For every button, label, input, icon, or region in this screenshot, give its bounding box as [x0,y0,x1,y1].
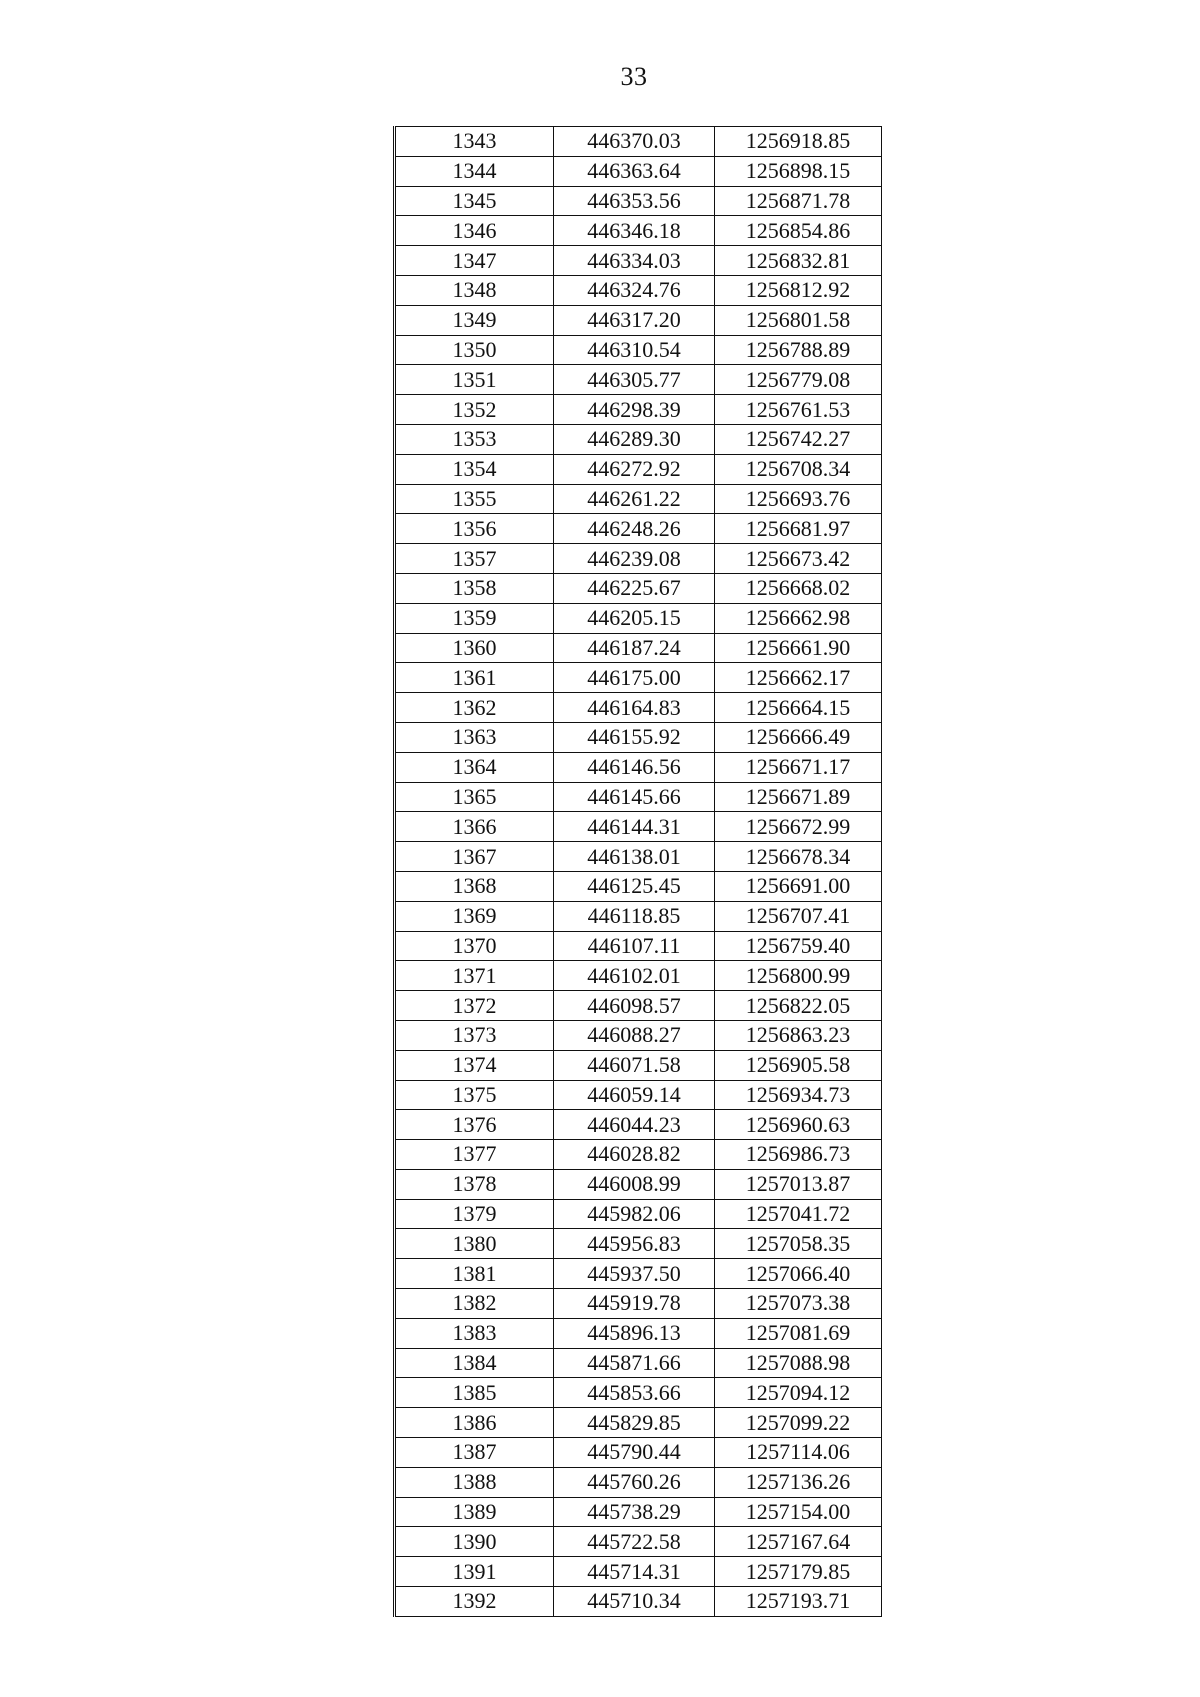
point-number-cell: 1361 [395,663,554,693]
point-number-cell: 1364 [395,752,554,782]
y-coordinate-cell: 1256871.78 [715,186,882,216]
y-coordinate-cell: 1256673.42 [715,544,882,574]
table-row [395,216,882,246]
x-coordinate-cell: 446008.99 [554,1169,715,1199]
table-row [395,1587,882,1617]
y-coordinate-cell: 1256934.73 [715,1080,882,1110]
table-row [395,842,882,872]
y-coordinate-cell: 1256742.27 [715,424,882,454]
x-coordinate-cell: 446305.77 [554,365,715,395]
y-coordinate-cell: 1256759.40 [715,931,882,961]
point-number-cell: 1392 [395,1587,554,1617]
y-coordinate-cell: 1257088.98 [715,1348,882,1378]
y-coordinate-cell: 1257193.71 [715,1587,882,1617]
y-coordinate-cell: 1256666.49 [715,722,882,752]
point-number-cell: 1359 [395,603,554,633]
point-number-cell: 1387 [395,1438,554,1468]
y-coordinate-cell: 1257099.22 [715,1408,882,1438]
x-coordinate-cell: 446261.22 [554,484,715,514]
x-coordinate-cell: 446145.66 [554,782,715,812]
table-row [395,335,882,365]
x-coordinate-cell: 446272.92 [554,454,715,484]
point-number-cell: 1391 [395,1557,554,1587]
point-number-cell: 1353 [395,424,554,454]
table-row [395,1110,882,1140]
x-coordinate-cell: 446028.82 [554,1140,715,1170]
y-coordinate-cell: 1256672.99 [715,812,882,842]
point-number-cell: 1358 [395,573,554,603]
x-coordinate-cell: 445829.85 [554,1408,715,1438]
coordinates-table-body [395,127,882,1617]
table-row [395,514,882,544]
point-number-cell: 1352 [395,395,554,425]
point-number-cell: 1357 [395,544,554,574]
point-number-cell: 1343 [395,127,554,157]
point-number-cell: 1372 [395,991,554,1021]
table-row [395,1527,882,1557]
y-coordinate-cell: 1256681.97 [715,514,882,544]
x-coordinate-cell: 446353.56 [554,186,715,216]
x-coordinate-cell: 446187.24 [554,633,715,663]
y-coordinate-cell: 1256960.63 [715,1110,882,1140]
table-row [395,871,882,901]
point-number-cell: 1377 [395,1140,554,1170]
x-coordinate-cell: 446059.14 [554,1080,715,1110]
table-row [395,246,882,276]
coordinates-table [393,126,882,1617]
table-row [395,1318,882,1348]
x-coordinate-cell: 445982.06 [554,1199,715,1229]
point-number-cell: 1378 [395,1169,554,1199]
table-row [395,1348,882,1378]
table-row [395,961,882,991]
table-row [395,127,882,157]
y-coordinate-cell: 1257013.87 [715,1169,882,1199]
y-coordinate-cell: 1256707.41 [715,901,882,931]
table-row [395,1378,882,1408]
table-row [395,275,882,305]
point-number-cell: 1367 [395,842,554,872]
point-number-cell: 1362 [395,693,554,723]
y-coordinate-cell: 1256905.58 [715,1050,882,1080]
point-number-cell: 1370 [395,931,554,961]
point-number-cell: 1345 [395,186,554,216]
point-number-cell: 1346 [395,216,554,246]
table-row [395,1467,882,1497]
x-coordinate-cell: 446164.83 [554,693,715,723]
table-row [395,782,882,812]
x-coordinate-cell: 445956.83 [554,1229,715,1259]
y-coordinate-cell: 1257179.85 [715,1557,882,1587]
x-coordinate-cell: 445790.44 [554,1438,715,1468]
point-number-cell: 1389 [395,1497,554,1527]
x-coordinate-cell: 446155.92 [554,722,715,752]
x-coordinate-cell: 445738.29 [554,1497,715,1527]
x-coordinate-cell: 446298.39 [554,395,715,425]
y-coordinate-cell: 1256986.73 [715,1140,882,1170]
table-row [395,1020,882,1050]
y-coordinate-cell: 1257066.40 [715,1259,882,1289]
table-row [395,1259,882,1289]
x-coordinate-cell: 446125.45 [554,871,715,901]
y-coordinate-cell: 1257073.38 [715,1289,882,1319]
x-coordinate-cell: 446118.85 [554,901,715,931]
x-coordinate-cell: 446144.31 [554,812,715,842]
y-coordinate-cell: 1256662.98 [715,603,882,633]
x-coordinate-cell: 446346.18 [554,216,715,246]
point-number-cell: 1388 [395,1467,554,1497]
table-row [395,1169,882,1199]
y-coordinate-cell: 1256854.86 [715,216,882,246]
y-coordinate-cell: 1257136.26 [715,1467,882,1497]
y-coordinate-cell: 1256800.99 [715,961,882,991]
y-coordinate-cell: 1256779.08 [715,365,882,395]
table-row [395,573,882,603]
y-coordinate-cell: 1257041.72 [715,1199,882,1229]
point-number-cell: 1360 [395,633,554,663]
y-coordinate-cell: 1256671.17 [715,752,882,782]
x-coordinate-cell: 446044.23 [554,1110,715,1140]
x-coordinate-cell: 445760.26 [554,1467,715,1497]
x-coordinate-cell: 446310.54 [554,335,715,365]
point-number-cell: 1384 [395,1348,554,1378]
x-coordinate-cell: 446102.01 [554,961,715,991]
y-coordinate-cell: 1257114.06 [715,1438,882,1468]
table-row [395,365,882,395]
table-row [395,1497,882,1527]
table-row [395,424,882,454]
y-coordinate-cell: 1256668.02 [715,573,882,603]
table-row [395,693,882,723]
x-coordinate-cell: 446370.03 [554,127,715,157]
table-row [395,1229,882,1259]
x-coordinate-cell: 445722.58 [554,1527,715,1557]
x-coordinate-cell: 446334.03 [554,246,715,276]
point-number-cell: 1355 [395,484,554,514]
point-number-cell: 1379 [395,1199,554,1229]
table-row [395,544,882,574]
y-coordinate-cell: 1256822.05 [715,991,882,1021]
y-coordinate-cell: 1256691.00 [715,871,882,901]
x-coordinate-cell: 445710.34 [554,1587,715,1617]
point-number-cell: 1375 [395,1080,554,1110]
point-number-cell: 1365 [395,782,554,812]
x-coordinate-cell: 446071.58 [554,1050,715,1080]
y-coordinate-cell: 1257081.69 [715,1318,882,1348]
x-coordinate-cell: 446107.11 [554,931,715,961]
table-row [395,991,882,1021]
y-coordinate-cell: 1256812.92 [715,275,882,305]
table-row [395,1289,882,1319]
table-row [395,186,882,216]
x-coordinate-cell: 446289.30 [554,424,715,454]
x-coordinate-cell: 445919.78 [554,1289,715,1319]
point-number-cell: 1366 [395,812,554,842]
y-coordinate-cell: 1256918.85 [715,127,882,157]
x-coordinate-cell: 446317.20 [554,305,715,335]
y-coordinate-cell: 1257094.12 [715,1378,882,1408]
table-row [395,484,882,514]
point-number-cell: 1349 [395,305,554,335]
point-number-cell: 1368 [395,871,554,901]
y-coordinate-cell: 1256761.53 [715,395,882,425]
y-coordinate-cell: 1256788.89 [715,335,882,365]
point-number-cell: 1347 [395,246,554,276]
point-number-cell: 1376 [395,1110,554,1140]
point-number-cell: 1383 [395,1318,554,1348]
point-number-cell: 1369 [395,901,554,931]
table-row [395,603,882,633]
table-row [395,663,882,693]
table-row [395,633,882,663]
x-coordinate-cell: 445937.50 [554,1259,715,1289]
y-coordinate-cell: 1256832.81 [715,246,882,276]
table-row [395,812,882,842]
table-row [395,156,882,186]
table-row [395,1199,882,1229]
point-number-cell: 1344 [395,156,554,186]
x-coordinate-cell: 445714.31 [554,1557,715,1587]
point-number-cell: 1381 [395,1259,554,1289]
table-row [395,1080,882,1110]
y-coordinate-cell: 1257154.00 [715,1497,882,1527]
y-coordinate-cell: 1256898.15 [715,156,882,186]
point-number-cell: 1356 [395,514,554,544]
y-coordinate-cell: 1256671.89 [715,782,882,812]
x-coordinate-cell: 446363.64 [554,156,715,186]
point-number-cell: 1348 [395,275,554,305]
x-coordinate-cell: 445896.13 [554,1318,715,1348]
table-row [395,1557,882,1587]
point-number-cell: 1390 [395,1527,554,1557]
table-row [395,931,882,961]
y-coordinate-cell: 1256693.76 [715,484,882,514]
y-coordinate-cell: 1257167.64 [715,1527,882,1557]
x-coordinate-cell: 446146.56 [554,752,715,782]
point-number-cell: 1386 [395,1408,554,1438]
y-coordinate-cell: 1256678.34 [715,842,882,872]
x-coordinate-cell: 446088.27 [554,1020,715,1050]
table-row [395,1050,882,1080]
point-number-cell: 1382 [395,1289,554,1319]
y-coordinate-cell: 1257058.35 [715,1229,882,1259]
table-row [395,1438,882,1468]
y-coordinate-cell: 1256708.34 [715,454,882,484]
point-number-cell: 1351 [395,365,554,395]
x-coordinate-cell: 445853.66 [554,1378,715,1408]
point-number-cell: 1371 [395,961,554,991]
page-number: 33 [620,62,648,91]
table-row [395,901,882,931]
table-row [395,454,882,484]
point-number-cell: 1385 [395,1378,554,1408]
x-coordinate-cell: 446098.57 [554,991,715,1021]
point-number-cell: 1374 [395,1050,554,1080]
y-coordinate-cell: 1256661.90 [715,633,882,663]
table-row [395,395,882,425]
table-row [395,305,882,335]
y-coordinate-cell: 1256801.58 [715,305,882,335]
table-row [395,1140,882,1170]
point-number-cell: 1350 [395,335,554,365]
y-coordinate-cell: 1256664.15 [715,693,882,723]
table-row [395,752,882,782]
x-coordinate-cell: 446205.15 [554,603,715,633]
point-number-cell: 1363 [395,722,554,752]
point-number-cell: 1380 [395,1229,554,1259]
x-coordinate-cell: 446248.26 [554,514,715,544]
x-coordinate-cell: 446138.01 [554,842,715,872]
table-row [395,722,882,752]
y-coordinate-cell: 1256863.23 [715,1020,882,1050]
x-coordinate-cell: 446239.08 [554,544,715,574]
x-coordinate-cell: 446175.00 [554,663,715,693]
x-coordinate-cell: 446225.67 [554,573,715,603]
point-number-cell: 1354 [395,454,554,484]
y-coordinate-cell: 1256662.17 [715,663,882,693]
x-coordinate-cell: 445871.66 [554,1348,715,1378]
x-coordinate-cell: 446324.76 [554,275,715,305]
point-number-cell: 1373 [395,1020,554,1050]
table-row [395,1408,882,1438]
